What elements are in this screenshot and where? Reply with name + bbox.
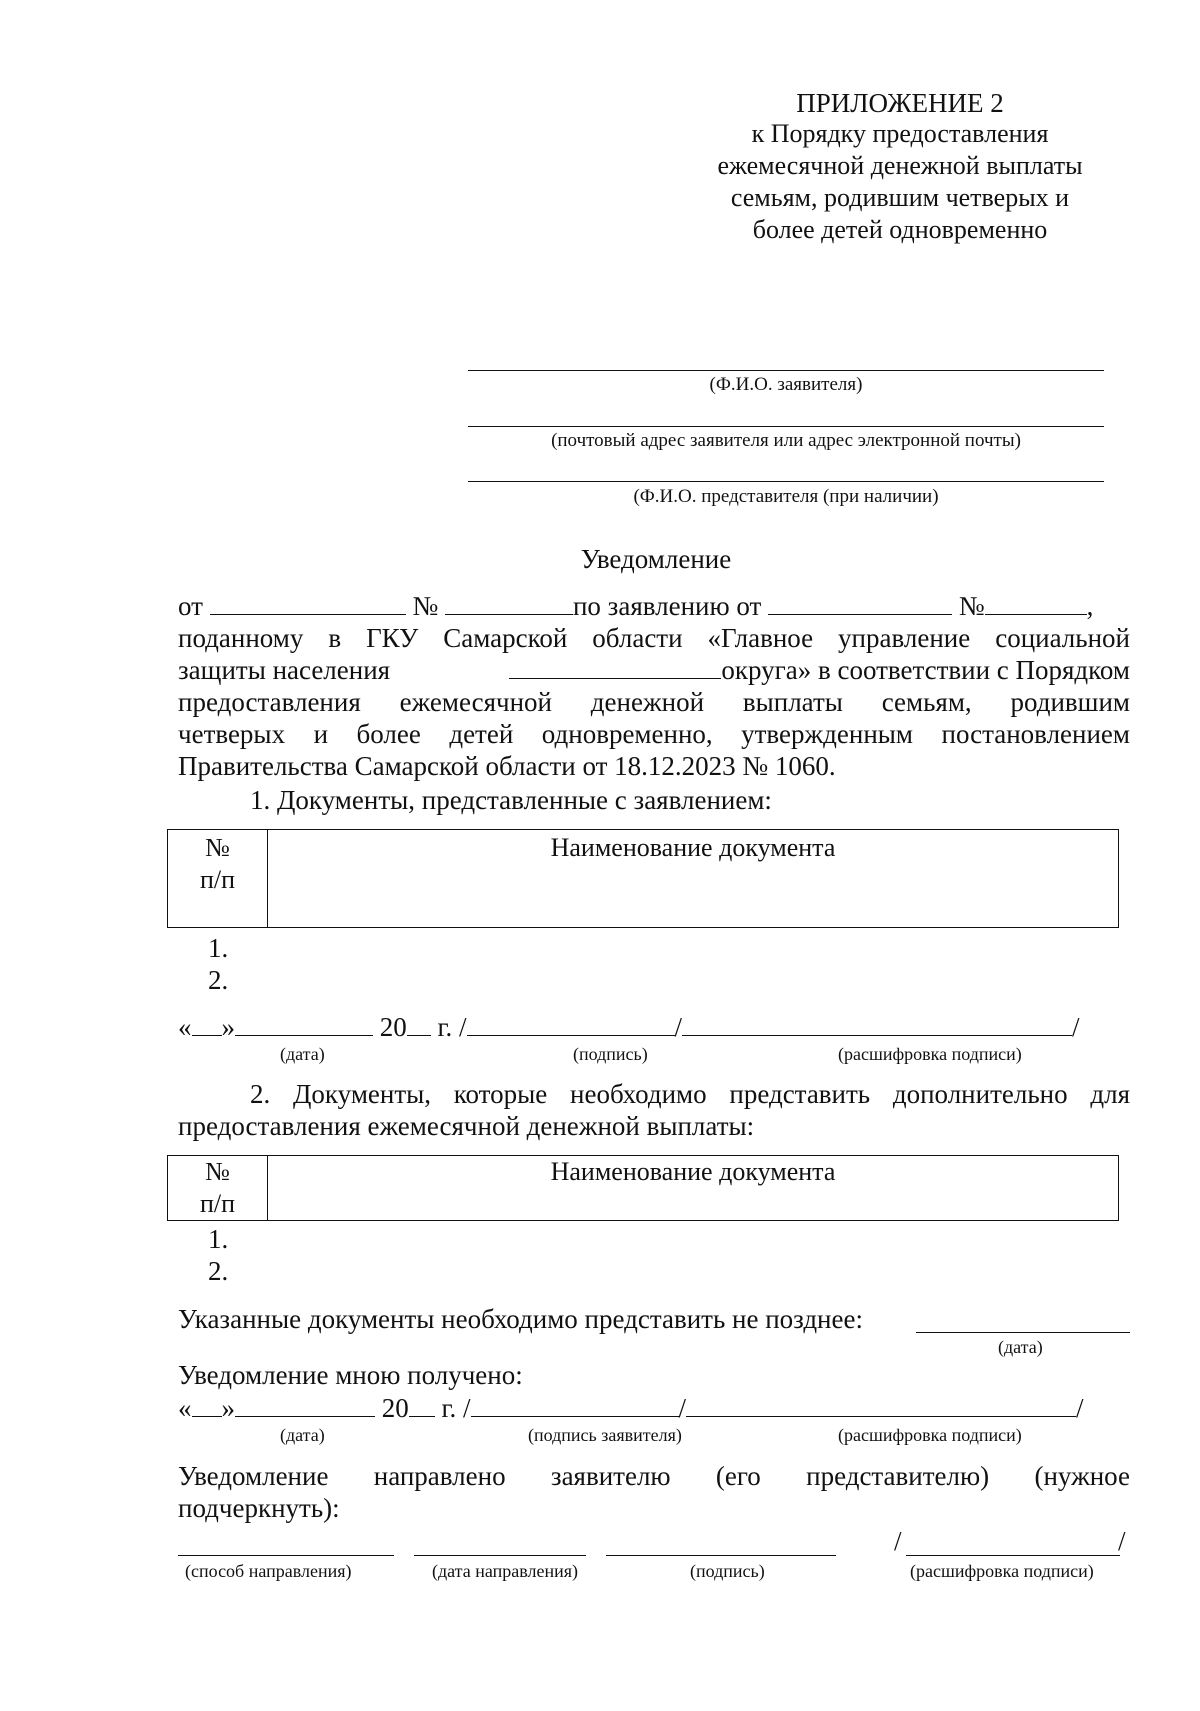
sig1-date-caption: (дата) (280, 1044, 325, 1064)
intro-line-5: четверых и более детей одновременно, утвержденным постановлением (178, 719, 1130, 749)
intro-line-3-start: защиты населения (178, 655, 391, 685)
section2-col-number-line1: № (205, 1157, 230, 1186)
sig2-month-field[interactable] (235, 1392, 375, 1417)
intro-line-6: Правительства Самарской области от 18.12.2023 № 1060. (178, 751, 836, 781)
sig2-row (178, 1391, 1084, 1425)
applicant-address-line[interactable] (468, 426, 1104, 427)
intro-line-4: предоставления ежемесячной денежной выплаты семьям, родившим (178, 687, 1130, 717)
sig1-row (178, 1010, 1080, 1044)
sig2-quote-close: » (221, 1393, 235, 1423)
appendix-line-4: более детей одновременно (752, 215, 1048, 244)
intro-line-3-end: округа» в соответствии с Порядком (721, 655, 1130, 685)
sig2-year-suffix: г. / (441, 1393, 471, 1423)
application-number-field[interactable] (985, 590, 1087, 615)
sent-line-1: Уведомление направлено заявителю (его представителю) (нужное (178, 1461, 1130, 1491)
appendix-line-2: ежемесячной денежной выплаты (717, 151, 1083, 180)
intro-line-1 (178, 589, 1130, 623)
sent-date-field[interactable] (414, 1555, 586, 1556)
district-field[interactable] (509, 654, 721, 679)
sig1-year-suffix: г. / (437, 1012, 467, 1042)
sig2-decode-field[interactable] (686, 1392, 1076, 1417)
sent-method-caption: (способ направления) (185, 1561, 352, 1581)
section1-col-name: Наименование документа (268, 830, 1119, 928)
section2-table (167, 1155, 1119, 1221)
deadline-date-caption: (дата) (998, 1337, 1043, 1357)
section2-heading-line2: предоставления ежемесячной денежной выплаты: (178, 1111, 755, 1141)
sig1-signature-field[interactable] (467, 1011, 675, 1036)
sent-method-field[interactable] (178, 1555, 394, 1556)
sig2-year-prefix: 20 (381, 1393, 409, 1423)
sig1-slash-mid: / (674, 1012, 683, 1042)
appendix-line-1: к Порядку предоставления (751, 119, 1049, 148)
intro-by-application: по заявлению от (572, 591, 762, 621)
intro-line-2: поданному в ГКУ Самарской области «Главное управление социальной (178, 623, 1130, 653)
section1-row-1: 1. (208, 933, 229, 963)
section1-row-2: 2. (208, 965, 229, 995)
sent-line-2: подчеркнуть): (178, 1493, 340, 1523)
section1-col-number-line1: № (205, 833, 230, 862)
notice-date-field[interactable] (210, 590, 406, 615)
sent-sign-caption: (подпись) (690, 1561, 765, 1581)
sig1-quote-close: » (221, 1012, 235, 1042)
sig1-day-field[interactable] (192, 1011, 222, 1036)
appendix-line-3: семьям, родившим четверых и (730, 183, 1070, 212)
representative-name-caption: (Ф.И.О. представителя (при наличии) (633, 486, 939, 507)
sent-slash-start: / (894, 1526, 902, 1556)
received-text: Уведомление мною получено: (178, 1360, 523, 1390)
section2-col-number-line2: п/п (199, 1189, 236, 1218)
section2-col-name: Наименование документа (268, 1156, 1119, 1221)
sig2-decode-caption: (расшифровка подписи) (838, 1425, 1022, 1445)
sent-decode-field[interactable] (906, 1555, 1120, 1556)
sig1-year-prefix: 20 (379, 1012, 407, 1042)
intro-line-3 (178, 653, 1130, 687)
appendix-title: ПРИЛОЖЕНИЕ 2 (796, 88, 1004, 118)
representative-name-line[interactable] (468, 481, 1104, 482)
sig2-sign-caption: (подпись заявителя) (528, 1425, 682, 1445)
section2-heading-line1: 2. Документы, которые необходимо представить дополнительно для (250, 1079, 1130, 1109)
intro-comma: , (1086, 591, 1094, 621)
notice-number-field[interactable] (445, 590, 573, 615)
sig1-quote-open: « (178, 1012, 192, 1042)
sig1-sign-caption: (подпись) (573, 1044, 648, 1064)
notice-title: Уведомление (580, 544, 732, 574)
sig2-slash-mid: / (678, 1393, 687, 1423)
section1-col-number-line2: п/п (199, 865, 236, 894)
sig2-slash-end: / (1076, 1393, 1084, 1423)
sig1-month-field[interactable] (235, 1011, 373, 1036)
deadline-date-field[interactable] (916, 1332, 1130, 1333)
intro-number-sign-2: № (958, 591, 985, 621)
sent-date-caption: (дата направления) (432, 1561, 579, 1581)
sig2-year-field[interactable] (409, 1392, 435, 1417)
sig2-signature-field[interactable] (471, 1392, 679, 1417)
sig2-day-field[interactable] (192, 1392, 222, 1417)
sig1-decode-field[interactable] (682, 1011, 1072, 1036)
sig1-decode-caption: (расшифровка подписи) (838, 1044, 1022, 1064)
application-date-field[interactable] (768, 590, 952, 615)
sent-decode-caption: (расшифровка подписи) (910, 1561, 1094, 1581)
sent-signature-field[interactable] (606, 1555, 836, 1556)
section1-table (167, 829, 1119, 928)
sig2-date-caption: (дата) (280, 1425, 325, 1445)
deadline-text: Указанные документы необходимо представить не позднее: (178, 1304, 863, 1334)
intro-from: от (178, 591, 203, 621)
section2-row-1: 1. (208, 1224, 229, 1254)
section1-col-number (168, 830, 268, 928)
section2-row-2: 2. (208, 1256, 229, 1286)
applicant-name-caption: (Ф.И.О. заявителя) (709, 374, 863, 395)
applicant-address-caption: (почтовый адрес заявителя или адрес электронной почты) (551, 430, 1021, 451)
section2-col-number (168, 1156, 268, 1221)
applicant-name-line[interactable] (468, 370, 1104, 371)
section1-heading: 1. Документы, представленные с заявлением: (250, 785, 772, 815)
intro-number-sign: № (412, 591, 439, 621)
sig1-slash-end: / (1072, 1012, 1080, 1042)
sig1-year-field[interactable] (407, 1011, 431, 1036)
sent-slash-end: / (1118, 1526, 1126, 1556)
sig2-quote-open: « (178, 1393, 192, 1423)
